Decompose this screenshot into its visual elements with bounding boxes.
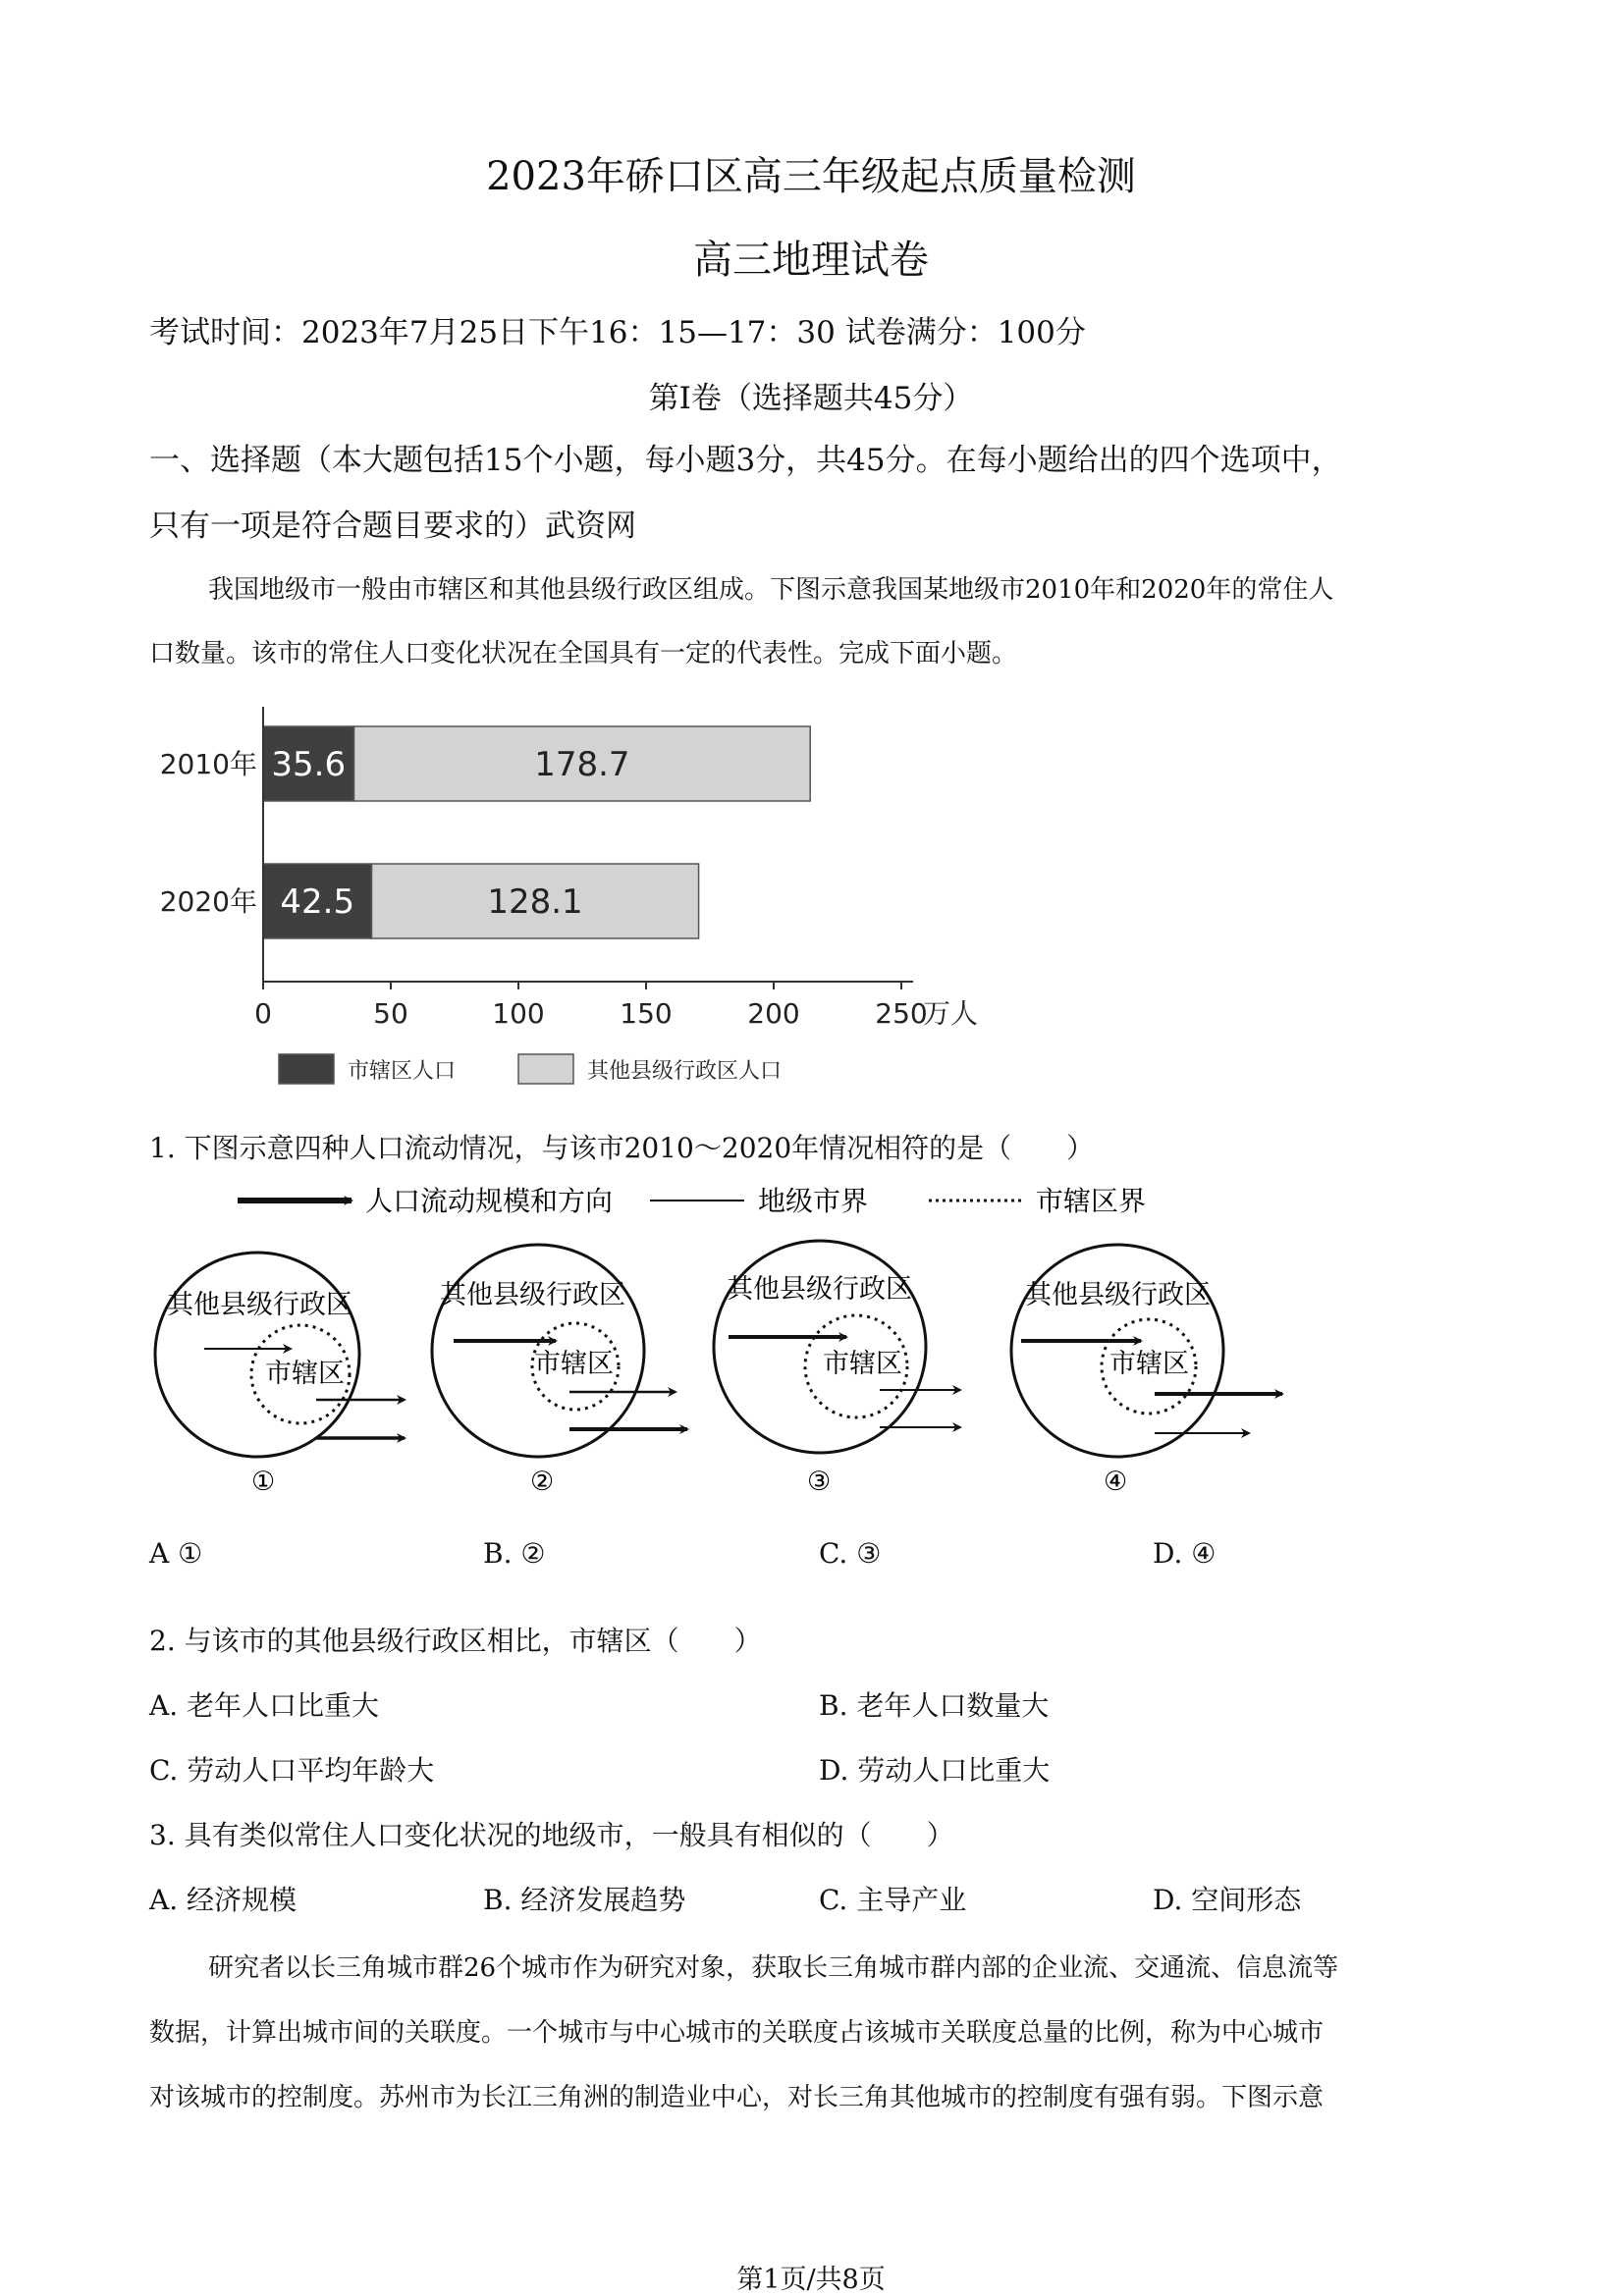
- diagram-1-outer-label: 其他县级行政区: [167, 1290, 352, 1320]
- intro2-line3: 对该城市的控制度。苏州市为长江三角洲的制造业中心，对长三角其他城市的控制度有强有弱。下图示意: [149, 2083, 1325, 2112]
- q3-stem: 3. 具有类似常住人口变化状况的地级市，一般具有相似的（ ）: [149, 1819, 954, 1851]
- q2-option-a[interactable]: A. 老年人口比重大: [149, 1689, 380, 1722]
- q1-option-a[interactable]: A ①: [149, 1537, 203, 1570]
- q3-option-a[interactable]: A. 经济规模: [149, 1884, 297, 1916]
- category-label: 2020年: [159, 885, 257, 918]
- intro2-line2: 数据，计算出城市间的关联度。一个城市与中心城市的关联度占该城市关联度总量的比例，称为中心城市: [149, 2018, 1325, 2048]
- section-heading-line2: 只有一项是符合题目要求的）武资网: [149, 508, 636, 544]
- q3-option-c[interactable]: C. 主导产业: [819, 1884, 967, 1916]
- diagram-1: [155, 1253, 405, 1497]
- intro1-line2: 口数量。该市的常住人口变化状况在全国具有一定的代表性。完成下面小题。: [149, 639, 1018, 668]
- diagram-4-inner-label: 市辖区: [1109, 1349, 1189, 1379]
- diagram-2: [432, 1245, 687, 1497]
- bar-data-label: 128.1: [487, 882, 583, 922]
- diagram-3: [714, 1241, 960, 1497]
- q1-option-d[interactable]: D. ④: [1153, 1537, 1216, 1570]
- q1-diagram: [0, 1158, 1622, 1512]
- x-tick-label: 100: [492, 997, 545, 1030]
- q3-option-b[interactable]: B. 经济发展趋势: [483, 1884, 686, 1916]
- q1-stem: 1. 下图示意四种人口流动情况，与该市2010～2020年情况相符的是（ ）: [149, 1132, 1095, 1164]
- diagram-4-outer-label: 其他县级行政区: [1025, 1280, 1211, 1310]
- intro1-line1: 我国地级市一般由市辖区和其他县级行政区组成。下图示意我国某地级市2010年和2020年的常住人: [208, 575, 1334, 605]
- legend-solid-label: 地级市界: [758, 1185, 869, 1217]
- legend-swatch: [518, 1054, 573, 1084]
- diagram-3-inner-label: 市辖区: [823, 1349, 902, 1379]
- legend-dotted-label: 市辖区界: [1036, 1185, 1147, 1217]
- x-tick-label: 150: [620, 997, 673, 1030]
- legend-swatch: [279, 1054, 334, 1084]
- legend-arrow-label: 人口流动规模和方向: [365, 1185, 614, 1217]
- bar-data-label: 42.5: [280, 882, 355, 922]
- q3-option-d[interactable]: D. 空间形态: [1153, 1884, 1302, 1916]
- legend-label: 其他县级行政区人口: [587, 1059, 783, 1084]
- diagram-1-number: ①: [251, 1467, 276, 1497]
- diagram-1-inner-label: 市辖区: [265, 1359, 345, 1389]
- q1-legend: [238, 1185, 1146, 1217]
- x-unit-label: 万人: [923, 997, 979, 1030]
- q1-option-b[interactable]: B. ②: [483, 1537, 546, 1570]
- exam-subtitle: 高三地理试卷: [693, 238, 929, 283]
- diagram-3-number: ③: [807, 1467, 832, 1497]
- section-heading-line1: 一、选择题（本大题包括15个小题，每小题3分，共45分。在每小题给出的四个选项中，: [149, 443, 1342, 478]
- legend-label: 市辖区人口: [348, 1059, 457, 1084]
- population-bar-chart: [147, 687, 1031, 1099]
- q1-option-c[interactable]: C. ③: [819, 1537, 882, 1570]
- part-heading: 第Ⅰ卷（选择题共45分）: [648, 381, 974, 416]
- x-tick-label: 250: [875, 997, 928, 1030]
- exam-title: 2023年硚口区高三年级起点质量检测: [486, 154, 1136, 199]
- q2-option-c[interactable]: C. 劳动人口平均年龄大: [149, 1754, 435, 1787]
- diagram-3-outer-label: 其他县级行政区: [727, 1274, 912, 1305]
- bar-data-label: 35.6: [271, 745, 347, 784]
- diagram-2-number: ②: [530, 1467, 555, 1497]
- bar-data-label: 178.7: [534, 745, 630, 784]
- diagram-4: [1011, 1245, 1282, 1497]
- x-tick-label: 200: [747, 997, 800, 1030]
- category-label: 2010年: [159, 748, 257, 780]
- diagram-4-number: ④: [1104, 1467, 1128, 1497]
- q2-stem: 2. 与该市的其他县级行政区相比，市辖区（ ）: [149, 1625, 762, 1657]
- q2-option-b[interactable]: B. 老年人口数量大: [819, 1689, 1050, 1722]
- diagram-2-outer-label: 其他县级行政区: [440, 1280, 625, 1310]
- x-tick-label: 0: [254, 997, 272, 1030]
- diagram-2-inner-label: 市辖区: [534, 1349, 614, 1379]
- x-tick-label: 50: [373, 997, 408, 1030]
- q2-option-d[interactable]: D. 劳动人口比重大: [819, 1754, 1051, 1787]
- exam-info: 考试时间：2023年7月25日下午16：15—17：30 试卷满分：100分: [149, 315, 1086, 350]
- page-footer: 第1页/共8页: [736, 2265, 886, 2295]
- intro2-line1: 研究者以长三角城市群26个城市作为研究对象，获取长三角城市群内部的企业流、交通流、信息流等: [208, 1953, 1339, 1983]
